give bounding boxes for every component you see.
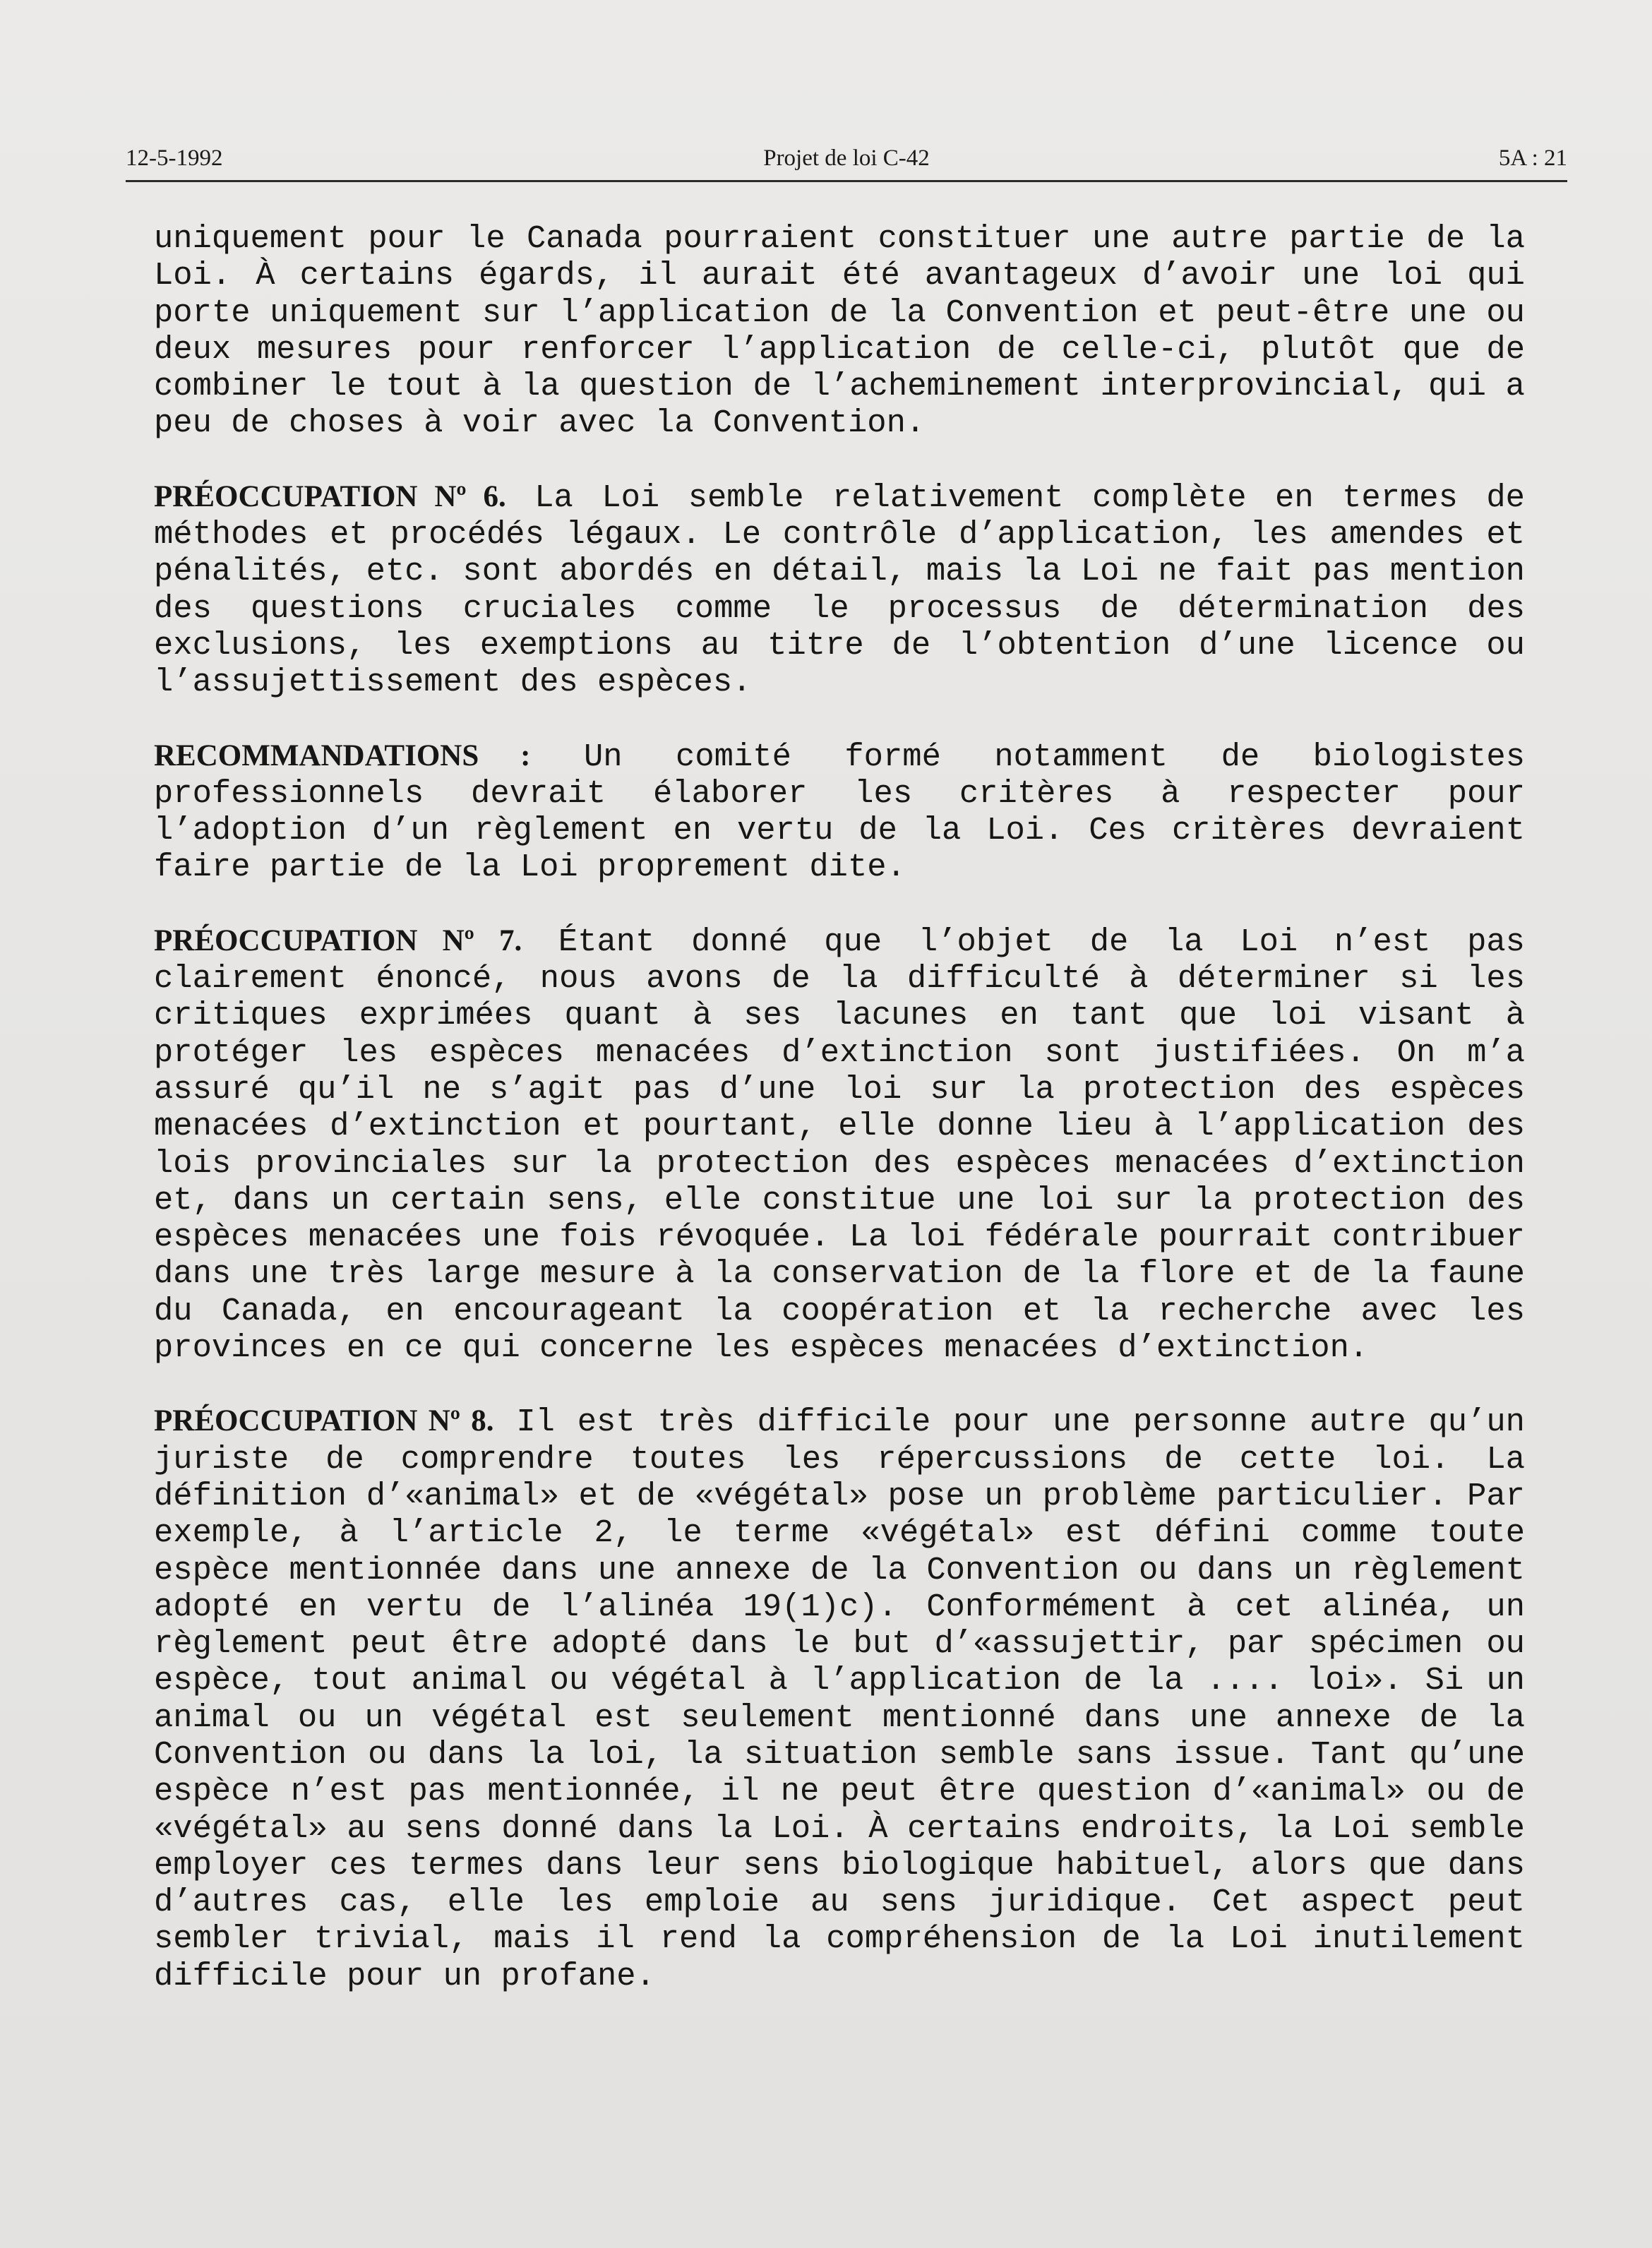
header-page-number: 5A : 21 [1498,145,1567,171]
header-title: Projet de loi C-42 [763,145,930,171]
paragraph-continuation [154,220,1525,442]
paragraph-label: RECOMMANDATIONS : [154,739,531,772]
paragraph-label: PRÉOCCUPATION Nº 8. [154,1404,494,1438]
paragraph-text: Il est très difficile pour une personne autre qu’un juriste de comprendre toutes les répercussions de cette loi. La définition d’«animal» et de «végétal» pose un problème particulier. Par exemple, à l’article 2, le terme «végétal» est défini comme toute espèce mentionnée dans une annexe de la Convention ou dans un règlement adopté en vertu de l’alinéa 19(1)c). Conformément à cet alinéa, un règlement peut être adopté dans le but d’«assujettir, par spécimen ou espèce, tout animal ou végétal à l’application de la .... loi». Si un animal ou un végétal est seulement mentionné dans une annexe de la Convention ou dans la loi, la situation semble sans issue. Tant qu’une espèce n’est pas mentionnée, il ne peut être question d’«animal» ou de «végétal» au sens donné dans la Loi. À certains endroits, la Loi semble employer ces termes dans leur sens biologique habituel, alors que dans d’autres cas, elle les emploie au sens juridique. Cet aspect peut sembler trivial, mais il rend la compréhension de la Loi inutilement difficile pour un profane. [154,1404,1525,1995]
paragraph-text: La Loi semble relativement complète en termes de méthodes et procédés légaux. Le contrôle d’application, les amendes et pénalités, etc. sont abordés en détail, mais la Loi ne fait pas mention des questions cruciales comme le processus de détermination des exclusions, les exemptions au titre de l’obtention d’une licence ou l’assujettissement des espèces. [154,479,1525,701]
header-rule [126,180,1567,182]
paragraph-text: Étant donné que l’objet de la Loi n’est pas clairement énoncé, nous avons de la difficulté à déterminer si les critiques exprimées quant à ses lacunes en tant que loi visant à protéger les espèces menacées d’extinction sont justifiées. On m’a assuré qu’il ne s’agit pas d’une loi sur la protection des espèces menacées d’extinction et pourtant, elle donne lieu à l’application des lois provinciales sur la protection des espèces menacées d’extinction et, dans un certain sens, elle constitue une loi sur la protection des espèces menacées une fois révoquée. La loi fédérale pourrait contribuer dans une très large mesure à la conservation de la flore et de la faune du Canada, en encourageant la coopération et la recherche avec les provinces en ce qui concerne les espèces menacées d’extinction. [154,923,1525,1367]
paragraph-text: uniquement pour le Canada pourraient constituer une autre partie de la Loi. À certains égards, il aurait été avantageux d’avoir une loi qui porte uniquement sur l’application de la Convention et peut-être une ou deux mesures pour renforcer l’application de celle-ci, plutôt que de combiner le tout à la question de l’acheminement interprovincial, qui a peu de choses à voir avec la Convention. [154,220,1525,442]
paragraph-recommendations [154,738,1525,886]
paragraph-concern-8 [154,1403,1525,1995]
paragraph-concern-7 [154,923,1525,1367]
paragraph-concern-6 [154,479,1525,701]
running-header [126,140,1567,177]
header-date: 12-5-1992 [126,145,223,171]
document-body [154,220,1525,2031]
paragraph-label: PRÉOCCUPATION Nº 7. [154,923,522,957]
paragraph-label: PRÉOCCUPATION Nº 6. [154,479,506,513]
paragraph-text: Un comité formé notamment de biologistes professionnels devrait élaborer les critères à respecter pour l’adoption d’un règlement en vertu de la Loi. Ces critères devraient faire partie de la Loi proprement dite. [154,738,1525,886]
